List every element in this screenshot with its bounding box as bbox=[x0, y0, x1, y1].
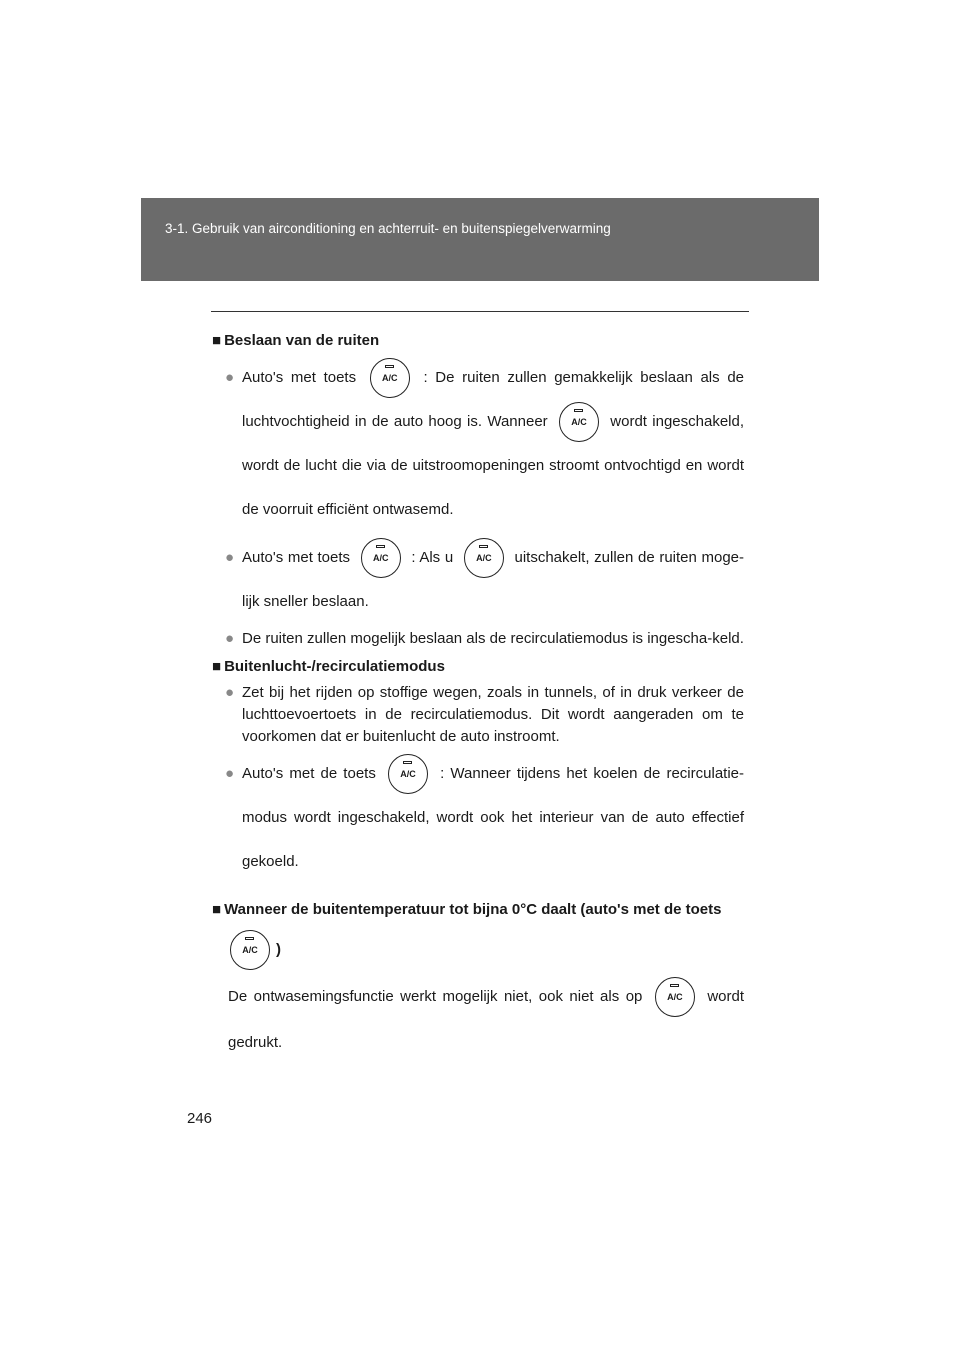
ac-button-icon: A/C bbox=[230, 930, 270, 970]
section-heading: ■ Wanneer de buitentemperatuur tot bijna 0°C daalt (auto's met de toets A/C ) bbox=[212, 890, 744, 970]
bullet-icon: ● bbox=[225, 765, 235, 782]
list-item: ● Zet bij het rijden op stoffige wegen, zoals in tunnels, of in druk verkeer de luchttoevoertoets in de recirculatiemodus. Dit wordt aangeraden om te voorkomen dat er buitenlucht de auto instroomt. bbox=[225, 684, 744, 745]
section-header bbox=[141, 198, 819, 281]
list-item: ● De ruiten zullen mogelijk beslaan als de recirculatiemodus is ingescha-keld. bbox=[212, 628, 744, 650]
ac-button-icon: A/C bbox=[370, 358, 410, 398]
bullet-icon: ● bbox=[225, 684, 235, 701]
ac-button-icon: A/C bbox=[559, 402, 599, 442]
header-title: 3-1. Gebruik van airconditioning en achterruit- en buitenspiegelverwarming bbox=[165, 221, 611, 236]
ac-button-icon: A/C bbox=[388, 754, 428, 794]
page-content bbox=[212, 324, 744, 1066]
bullet-icon: ● bbox=[225, 549, 235, 566]
page-number: 246 bbox=[187, 1110, 213, 1127]
divider bbox=[211, 311, 749, 312]
list-item: ● Auto's met toets A/C : Als u A/C uitschakelt, zullen de ruiten moge-lijk sneller beslaan. bbox=[212, 536, 744, 624]
section-heading: ■ Beslaan van de ruiten bbox=[212, 332, 380, 349]
ac-button-icon: A/C bbox=[361, 538, 401, 578]
ac-button-icon: A/C bbox=[655, 977, 695, 1017]
list-item: ● Auto's met de toets A/C : Wanneer tijdens het koelen de recirculatie-modus wordt ingeschakeld, wordt ook het interieur van de auto effectief gekoeld. bbox=[212, 752, 744, 884]
paragraph: De ontwasemingsfunctie werkt mogelijk niet, ook niet als op A/C wordt gedrukt. bbox=[212, 974, 744, 1066]
bullet-icon: ● bbox=[225, 369, 235, 386]
ac-button-icon: A/C bbox=[464, 538, 504, 578]
bullet-icon: ● bbox=[225, 630, 235, 647]
list-item: ● Auto's met toets A/C : De ruiten zullen gemakkelijk beslaan als de luchtvochtigheid in de auto hoog is. Wanneer A/C wordt ingeschakeld, wordt de lucht die via de uitstroomopeningen stroomt ontvochtigd en wordt de voorruit efficiënt ontwasemd. bbox=[212, 356, 744, 532]
section-heading: ■ Buitenlucht-/recirculatiemodus bbox=[212, 658, 445, 675]
